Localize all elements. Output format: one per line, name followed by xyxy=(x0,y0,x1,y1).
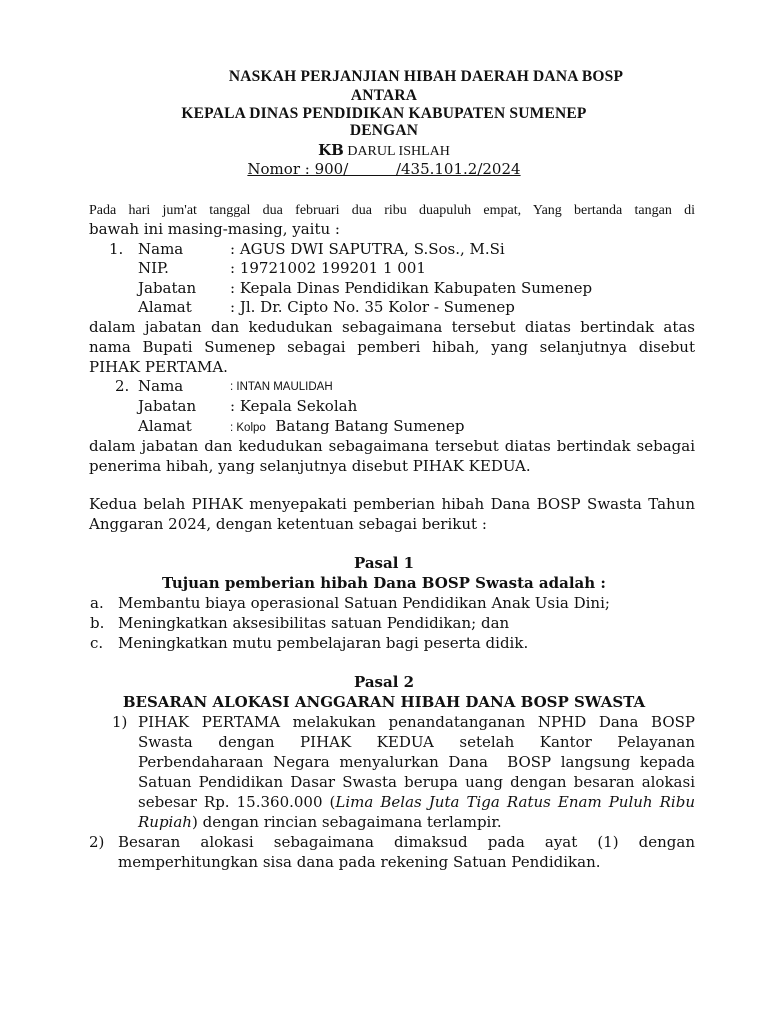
party1-nip-label: NIP. xyxy=(138,259,169,277)
party1-number: 1. xyxy=(109,240,124,258)
pasal1-item-c-text: Meningkatkan mutu pembelajaran bagi peserta didik. xyxy=(118,634,529,652)
title-line-2: ANTARA xyxy=(350,87,418,104)
party1-jabatan-value: : Kepala Dinas Pendidikan Kabupaten Sumenep xyxy=(230,279,593,297)
pasal1-item-c-mark: c. xyxy=(90,634,104,652)
party1-jabatan-label: Jabatan xyxy=(138,279,197,297)
document-number-text: Nomor : 900/ /435.101.2/2024 xyxy=(247,160,521,178)
agreement-text-1: Kedua belah PIHAK menyepakati pemberian hibah Dana BOSP Swasta Tahun xyxy=(89,495,695,513)
title-school-name: DARUL ISHLAH xyxy=(343,144,450,159)
party1-alamat-value: : Jl. Dr. Cipto No. 35 Kolor - Sumenep xyxy=(230,298,515,316)
party1-desc-line-1 xyxy=(89,317,695,337)
document-number xyxy=(0,159,768,179)
title-line-3: KEPALA DINAS PENDIDIKAN KABUPATEN SUMENEP xyxy=(181,105,587,122)
intro-line-1 xyxy=(89,199,695,221)
party2-desc-text-1: dalam jabatan dan kedudukan sebagaimana tersebut diatas bertindak sebagai xyxy=(89,437,695,455)
party1-desc-text-1: dalam jabatan dan kedudukan sebagaimana tersebut diatas bertindak atas xyxy=(89,318,695,336)
pasal1-subtitle: Tujuan pemberian hibah Dana BOSP Swasta adalah : xyxy=(162,574,606,592)
party2-alamat-label: Alamat xyxy=(138,417,192,435)
party1-alamat-label: Alamat xyxy=(138,298,192,316)
party2-jabatan-value: : Kepala Sekolah xyxy=(230,397,358,415)
pasal2-subtitle: BESARAN ALOKASI ANGGARAN HIBAH DANA BOSP SWASTA xyxy=(122,693,646,711)
party1-name-value: : AGUS DWI SAPUTRA, S.Sos., M.Si xyxy=(230,240,505,258)
pasal2-item1-text-1: PIHAK PERTAMA melakukan penandatanganan NPHD Dana BOSP xyxy=(138,713,695,731)
party1-nip-value: : 19721002 199201 1 001 xyxy=(230,259,426,277)
pasal2-item2-mark: 2) xyxy=(89,833,105,851)
agreement-line-1 xyxy=(89,494,695,514)
pasal2-item2-line-1 xyxy=(118,832,695,852)
party2-alamat-value xyxy=(230,416,464,438)
title-line-4: DENGAN xyxy=(349,122,419,139)
party2-name-label: Nama xyxy=(138,377,184,395)
party2-number: 2. xyxy=(115,377,130,395)
party2-desc-line-2: penerima hibah, yang selanjutnya disebut PIHAK KEDUA. xyxy=(89,457,531,475)
pasal2-item1-text-3: Perbendaharaan Negara menyalurkan Dana BOSP langsung kepada xyxy=(138,753,695,771)
pasal2-item1-text-5b: Lima Belas Juta Tiga Ratus Enam Puluh Ribu xyxy=(335,793,695,811)
pasal2-item1-line-6 xyxy=(138,812,695,832)
pasal2-item1-text-6a: Rupiah xyxy=(138,813,192,831)
pasal2-title: Pasal 2 xyxy=(353,673,415,691)
party2-desc-line-1 xyxy=(89,436,695,456)
pasal2-item1-line-4 xyxy=(138,772,695,792)
pasal1-item-a-text: Membantu biaya operasional Satuan Pendidikan Anak Usia Dini; xyxy=(118,594,610,612)
pasal2-item1-text-6b: ) dengan rincian sebagaimana terlampir. xyxy=(191,813,502,831)
party2-jabatan-label: Jabatan xyxy=(138,397,197,415)
pasal2-item1-text-5a: sebesar Rp. 15.360.000 ( xyxy=(138,793,336,811)
agreement-line-2: Anggaran 2024, dengan ketentuan sebagai berikut : xyxy=(89,515,487,533)
intro-text-1: Pada hari jum'at tanggal dua februari dua ribu duapuluh empat, Yang bertanda tangan di xyxy=(89,203,695,218)
pasal1-item-b-mark: b. xyxy=(90,614,105,632)
party2-alamat-rest: Batang Batang Sumenep xyxy=(265,417,465,435)
pasal2-item2-line-2: memperhitungkan sisa dana pada rekening Satuan Pendidikan. xyxy=(118,853,601,871)
party1-desc-text-2: nama Bupati Sumenep sebagai pemberi hibah, yang selanjutnya disebut xyxy=(89,338,695,356)
party1-desc-line-3: PIHAK PERTAMA. xyxy=(89,358,228,376)
title-line-1: NASKAH PERJANJIAN HIBAH DAERAH DANA BOSP xyxy=(228,68,624,85)
pasal2-item1-mark: 1) xyxy=(112,713,128,731)
pasal2-item1-text-4: Satuan Pendidikan Dasar Swasta berupa uang dengan besaran alokasi xyxy=(138,773,695,791)
pasal2-item1-text-2: Swasta dengan PIHAK KEDUA setelah Kantor Pelayanan xyxy=(138,733,695,751)
pasal2-item1-line-5 xyxy=(138,792,695,812)
pasal2-item1-line-3 xyxy=(138,752,695,772)
party2-alamat-colon: : Kolpo xyxy=(230,422,266,434)
intro-line-2: bawah ini masing-masing, yaitu : xyxy=(89,220,340,238)
party1-name-label: Nama xyxy=(138,240,184,258)
pasal1-item-b-text: Meningkatkan aksesibilitas satuan Pendidikan; dan xyxy=(118,614,510,632)
pasal2-item1-line-2 xyxy=(138,732,695,752)
pasal1-title: Pasal 1 xyxy=(353,554,415,572)
title-kb: KB xyxy=(318,141,344,159)
party2-name-value: : INTAN MAULIDAH xyxy=(230,381,333,393)
pasal2-item1-line-1 xyxy=(138,712,695,732)
pasal2-item2-text-1: Besaran alokasi sebagaimana dimaksud pada ayat (1) dengan xyxy=(118,833,695,851)
pasal1-item-a-mark: a. xyxy=(90,594,104,612)
party1-desc-line-2 xyxy=(89,337,695,357)
